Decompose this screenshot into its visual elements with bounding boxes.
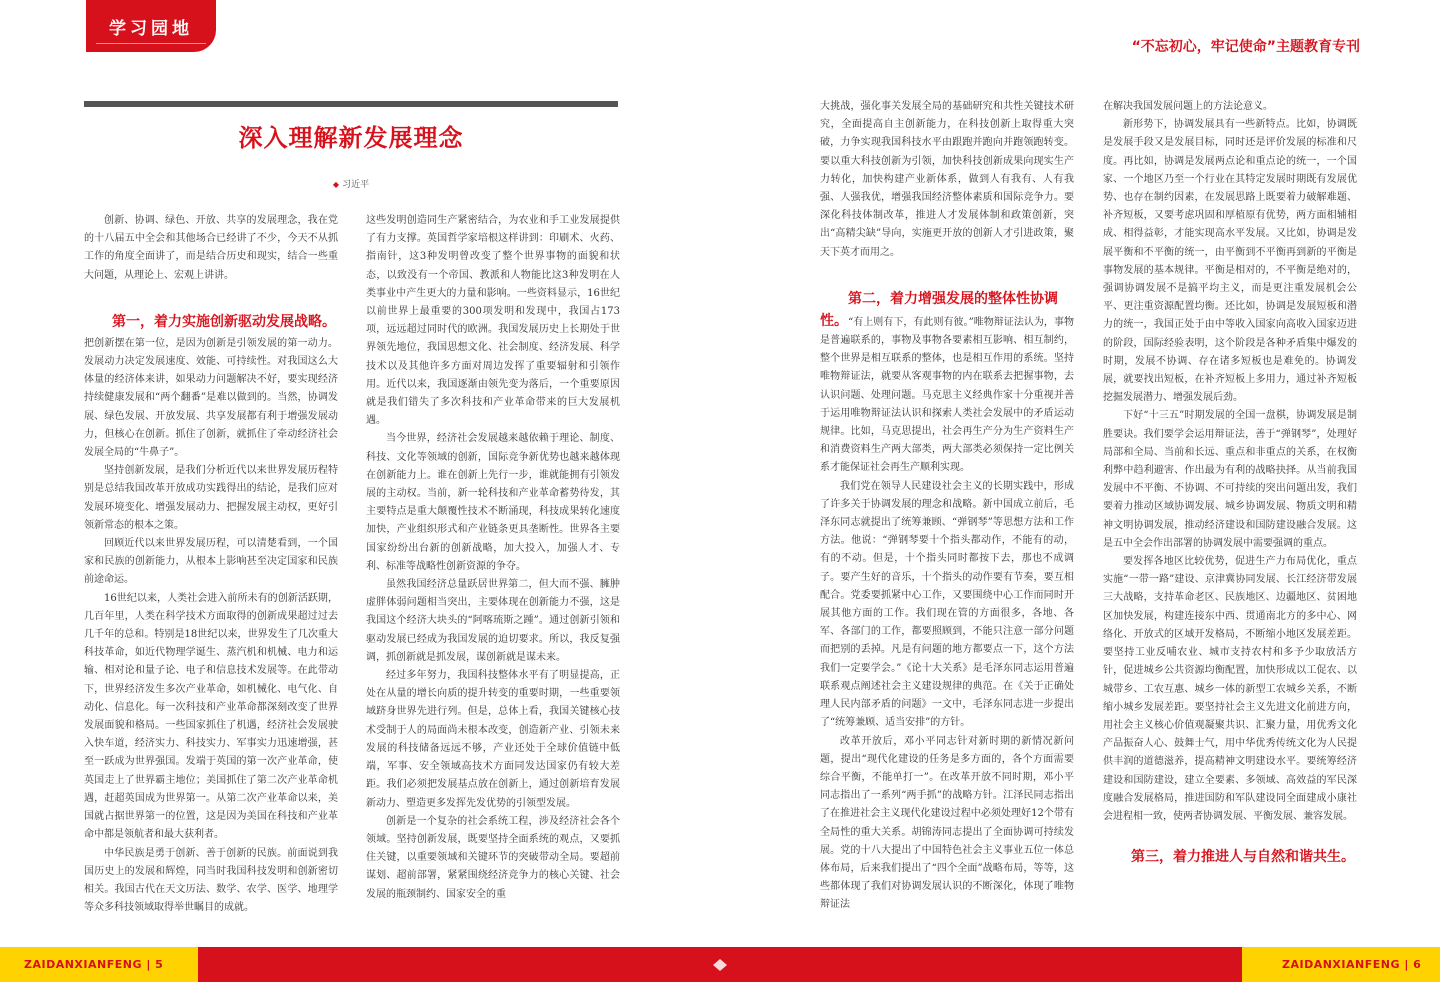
article-title: 深入理解新发展理念 (238, 123, 464, 152)
section-heading-2: 第二，着力增强发展的整体性协调 (848, 290, 1058, 307)
diamond-icon: ◆ (332, 180, 340, 189)
paragraph: 这些发明创造同生产紧密结合，为农业和手工业发展提供了有力支撑。英国哲学家培根这样讲到：印刷术、火药、指南针，这3种发明曾改变了整个世界事物的面貌和状态，以致没有一个帝国、教派和人物能比这3种发明在人类事业中产生更大的力量和影响。一些资料显示，16世纪以前世界上最重要的300项发明和发现中，我国占173项，远远超过同时代的欧洲。我国发展历史上长期处于世界领先地位，我国思想文化、社会制度、经济发展、科学技术以及其他许多方面对周边发挥了重要辐射和引领作用。近代以来，我国逐渐由领先变为落后，一个重要原因就是我们错失了多次科技和产业革命带来的巨大发展机遇。 (366, 215, 620, 427)
author-name: 习近平 (342, 180, 370, 190)
paragraph: 经过多年努力，我国科技整体水平有了明显提高，正处在从量的增长向质的提升转变的重要时期，一些重要领域跻身世界先进行列。但是，总体上看，我国关键核心技术受制于人的局面尚未根本改变，创造新产业、引领未来发展的科技储备远远不够，产业还处于全球价值链中低端，军事、安全领域高技术方面同发达国家仍有较大差距。我们必须把发展基点放在创新上，通过创新培育发展新动力、塑造更多发挥先发优势的引领型发展。 (366, 670, 620, 809)
paragraph: 坚持创新发展，是我们分析近代以来世界发展历程特别是总结我国改革开放成功实践得出的结论，是我们应对发展环境变化、增强发展动力、把握发展主动权，更好引领新常态的根本之策。 (84, 465, 338, 531)
footer-page-left: ZAIDANXIANFENG | 5 (0, 947, 198, 982)
paragraph: 16世纪以来，人类社会进入前所未有的创新活跃期，几百年里，人类在科学技术方面取得的创新成果超过过去几千年的总和。特别是18世纪以来，世界发生了几次重大科技革命，如近代物理学诞生、蒸汽机和机械、电力和运输、相对论和量子论、电子和信息技术发展等。在此带动下，世界经济发生多次产业革命，如机械化、电气化、自动化、信息化。每一次科技和产业革命都深刻改变了世界发展面貌和格局。一些国家抓住了机遇，经济社会发展驶入快车道，经济实力、科技实力、军事实力迅速增强，甚至一跃成为世界强国。发端于英国的第一次产业革命，使英国走上了世界霸主地位；美国抓住了第二次产业革命机遇，赶超英国成为世界第一。从第二次产业革命以来，美国就占据世界第一的位置，这是因为美国在科技和产业革命中都是领航者和最大获利者。 (84, 592, 338, 841)
section-tab: 学习园地 (86, 0, 216, 52)
column-2 (366, 212, 620, 922)
byline (84, 177, 618, 190)
paragraph: 回顾近代以来世界发展历程，可以清楚看到，一个国家和民族的创新能力，从根本上影响甚至决定国家和民族前途命运。 (84, 538, 338, 586)
paragraph: 新形势下，协调发展具有一些新特点。比如，协调既是发展手段又是发展目标，同时还是评价发展的标准和尺度。再比如，协调是发展两点论和重点论的统一，一个国家、一个地区乃至一个行业在其特定发展时期既有发展优势、也存在制约因素，在发展思路上既要着力破解难题、补齐短板，又要考虑巩固和厚植原有优势，两方面相辅相成、相得益彰，才能实现高水平发展。又比如，协调是发展平衡和不平衡的统一，由平衡到不平衡再到新的平衡是事物发展的基本规律。平衡是相对的，不平衡是绝对的，强调协调发展不是搞平均主义，而是更注重发展机会公平、更注重资源配置均衡。还比如，协调是发展短板和潜力的统一，我国正处于由中等收入国家向高收入国家迈进的阶段，国际经验表明，这个阶段是各种矛盾集中爆发的时期，发展不协调、存在诸多短板也是难免的。协调发展，就要找出短板，在补齐短板上多用力，通过补齐短板挖掘发展潜力、增强发展后劲。 (1103, 119, 1357, 404)
paragraph: 改革开放后，邓小平同志针对新时期的新情况新问题，提出“现代化建设的任务是多方面的，各个方面需要综合平衡，不能单打一”。在改革开放不同时期，邓小平同志指出了一系列“两手抓”的战略方针。江泽民同志指出了在推进社会主义现代化建设过程中必须处理好12个带有全局性的重大关系。胡锦涛同志提出了全面协调可持续发展。党的十八大提出了中国特色社会主义事业五位一体总体布局，后来我们提出了“四个全面”战略布局，等等，这些都体现了我们对协调发展认识的不断深化，体现了唯物辩证法 (820, 735, 1074, 911)
paragraph: 中华民族是勇于创新、善于创新的民族。前面说到我国历史上的发展和辉煌，同当时我国科技发明和创新密切相关。我国古代在天文历法、数学、农学、医学、地理学等众多科技领域取得举世瞩目的成就。 (84, 847, 338, 914)
paragraph: 下好“十三五”时期发展的全国一盘棋，协调发展是制胜要诀。我们要学会运用辩证法，善于“弹钢琴”，处理好局部和全局、当前和长远、重点和非重点的关系，在权衡利弊中趋利避害、作出最为有利的战略抉择。从当前我国发展中不平衡、不协调、不可持续的突出问题出发，我们要着力推动区域协调发展、城乡协调发展、物质文明和精神文明协调发展，推动经济建设和国防建设融合发展。这是五中全会作出部署的协调发展中需要强调的重点。 (1103, 410, 1357, 549)
section-heading-2-end: 性。 (820, 312, 849, 329)
paragraph: 当今世界，经济社会发展越来越依赖于理论、制度、科技、文化等领域的创新，国际竞争新优势也越来越体现在创新能力上。谁在创新上先行一步，谁就能拥有引领发展的主动权。当前，新一轮科技和产业革命蓄势待发，其主要特点是重大颠覆性技术不断涌现，科技成果转化速度加快，产业组织形式和产业链条更具垄断性。世界各主要国家纷纷出台新的创新战略，加大投入，加强人才、专利、标准等战略性创新资源的争夺。 (366, 433, 620, 572)
paragraph-text: “有上则有下，有此则有彼。”唯物辩证法认为，事物是普遍联系的，事物及事物各要素相互影响、相互制约，整个世界是相互联系的整体，也是相互作用的系统。坚持唯物辩证法，就要从客观事物的内在联系去把握事物，去认识问题、处理问题。马克思主义经典作家十分重视并善于运用唯物辩证法认识和探索人类社会发展中的矛盾运动规律。比如，马克思提出，社会再生产分为生产资料生产和消费资料生产两大部类，两大部类必须保持一定比例关系才能保证社会再生产顺利实现。 (820, 316, 1074, 474)
paragraph: 创新是一个复杂的社会系统工程，涉及经济社会各个领域。坚持创新发展，既要坚持全面系统的观点，又要抓住关键，以重要领域和关键环节的突破带动全局。要超前谋划、超前部署，紧紧围绕经济竞争力的核心关键、社会发展的瓶颈制约、国家安全的重 (366, 815, 620, 900)
footer-page-right: ZAIDANXIANFENG | 6 (1242, 947, 1440, 982)
paragraph (820, 312, 1074, 478)
column-1 (84, 212, 338, 922)
paragraph: 创新、协调、绿色、开放、共享的发展理念，我在党的十八届五中全会和其他场合已经讲了不少，今天不从抓工作的角度全面讲了，而是结合历史和现实，结合一些重大问题，从理论上、宏观上讲讲。 (84, 215, 338, 281)
paragraph: 我们党在领导人民建设社会主义的长期实践中，形成了许多关于协调发展的理念和战略。新中国成立前后，毛泽东同志就提出了统筹兼顾、“弹钢琴”等思想方法和工作方法。他说：“弹钢琴要十个指头都动作，不能有的动，有的不动。但是，十个指头同时都按下去，那也不成调子。要产生好的音乐，十个指头的动作要有节奏，要互相配合。党委要抓紧中心工作，又要围绕中心工作而同时开展其他方面的工作。我们现在管的方面很多，各地、各军、各部门的工作，都要照顾到，不能只注意一部分问题而把别的丢掉。凡是有问题的地方都要点一下，这个方法我们一定要学会。”《论十大关系》是毛泽东同志运用普遍联系观点阐述社会主义建设规律的典范。在《关于正确处理人民内部矛盾的问题》一文中，毛泽东同志进一步提出了“统筹兼顾、适当安排”的方针。 (820, 480, 1074, 729)
paragraph: 要发挥各地区比较优势，促进生产力布局优化，重点实施“一带一路”建设、京津冀协同发展、长江经济带发展三大战略，支持革命老区、民族地区、边疆地区、贫困地区加快发展，构建连接东中西、贯通南北方的多中心、网络化、开放式的区域开发格局，不断缩小地区发展差距。要坚持工业反哺农业、城市支持农村和多予少取放活方针，促进城乡公共资源均衡配置，加快形成以工促农、以城带乡、工农互惠、城乡一体的新型工农城乡关系，不断缩小城乡发展差距。要坚持社会主义先进文化前进方向，用社会主义核心价值观凝聚共识、汇聚力量，用优秀文化产品振奋人心、鼓舞士气，用中华优秀传统文化为人民提供丰润的道德滋养，提高精神文明建设水平。要统筹经济建设和国防建设，建立全要素、多领域、高效益的军民深度融合发展格局，推进国防和军队建设同全面建成小康社会进程相一致，使两者协调发展、平衡发展、兼容发展。 (1103, 556, 1357, 822)
paragraph: 大挑战，强化事关发展全局的基础研究和共性关键技术研究，全面提高自主创新能力，在科技创新上取得重大突破，力争实现我国科技水平由跟跑并跑向并跑领跑转变。要以重大科技创新为引领，加快科技创新成果向现实生产力转化，加快构建产业新体系，做到人有我有、人有我强、人强我优，增强我国经济整体素质和国际竞争力。要深化科技体制改革，推进人才发展体制和政策创新，突出“高精尖缺”导向，实施更开放的创新人才引进政策，聚天下英才而用之。 (820, 101, 1074, 258)
column-3 (820, 98, 1074, 922)
title-rule (84, 101, 618, 107)
column-4 (1103, 98, 1357, 922)
section-heading-3: 第三，着力推进人与自然和谐共生。 (1131, 849, 1355, 866)
paragraph: 把创新摆在第一位，是因为创新是引领发展的第一动力。发展动力决定发展速度、效能、可持续性。对我国这么大体量的经济体来讲，如果动力问题解决不好，要实现经济持续健康发展和“两个翻番”是难以做到的。当然，协调发展、绿色发展、开放发展、共享发展都有利于增强发展动力，但核心在创新。抓住了创新，就抓住了牵动经济社会发展全局的“牛鼻子”。 (84, 337, 338, 459)
footer-ornament-icon (712, 958, 728, 972)
special-issue-title: “不忘初心，牢记使命”主题教育专刊 (1131, 39, 1360, 55)
paragraph: 虽然我国经济总量跃居世界第二，但大而不强、臃肿虚胖体弱问题相当突出，主要体现在创新能力不强，这是我国这个经济大块头的“阿喀琉斯之踵”。通过创新引领和驱动发展已经成为我国发展的迫切要求。所以，我反复强调，抓创新就是抓发展，谋创新就是谋未来。 (366, 579, 620, 663)
paragraph: 在解决我国发展问题上的方法论意义。 (1103, 101, 1273, 112)
section-heading-1: 第一，着力实施创新驱动发展战略。 (112, 313, 336, 330)
